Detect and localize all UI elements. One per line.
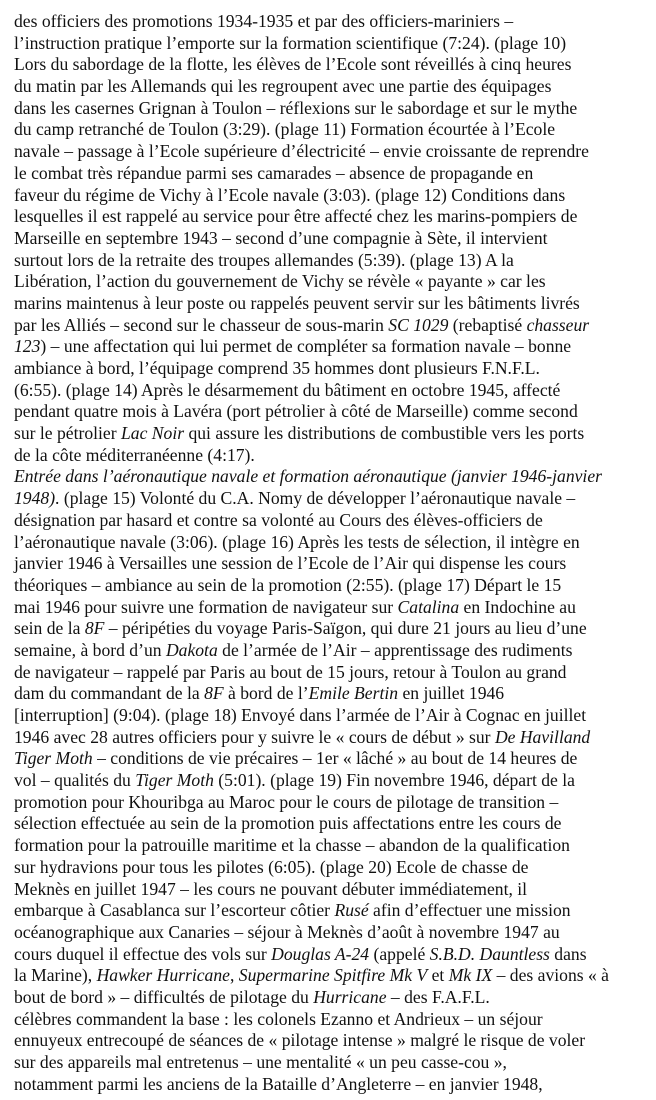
italic-text: Douglas A-24	[271, 943, 370, 964]
text-segment: dans	[549, 943, 587, 964]
text-line	[14, 11, 654, 33]
text-line	[14, 76, 654, 98]
text-line	[14, 857, 654, 879]
text-segment: – des F.A.F.L.	[386, 986, 490, 1007]
text-segment: surtout lors de la retraite des troupes allemandes (5:39). (plage 13) A la	[14, 249, 514, 270]
italic-text: Supermarine Spitfire Mk V	[238, 965, 428, 986]
text-segment: (5:01). (plage 19) Fin novembre 1946, départ de la	[213, 770, 575, 791]
text-segment: célèbres commandent la base : les colonels Ezanno et Andrieux – un séjour	[14, 1008, 543, 1029]
text-segment: du matin par les Allemands qui les regroupent avec une partie des équipages	[14, 76, 552, 97]
text-line	[14, 98, 654, 120]
italic-text: De Havilland	[494, 726, 591, 747]
text-line	[14, 1052, 654, 1074]
text-segment: à bord de l’	[223, 683, 309, 704]
text-segment: . (plage 15) Volonté du C.A. Nomy de développer l’aéronautique navale –	[55, 488, 576, 509]
text-line	[14, 228, 654, 250]
text-line	[14, 553, 654, 575]
text-segment: des officiers des promotions 1934-1935 et par des officiers-mariniers –	[14, 11, 514, 31]
text-segment: – péripéties du voyage Paris-Saïgon, qui dure 21 jours au lieu d’une	[104, 618, 587, 639]
text-segment: (appelé	[369, 943, 430, 964]
text-line	[14, 597, 654, 619]
italic-text: 8F	[204, 683, 224, 704]
text-segment: qui assure les distributions de combustible vers les ports	[184, 423, 585, 444]
text-line	[14, 618, 654, 640]
text-line	[14, 380, 654, 402]
text-line	[14, 510, 654, 532]
text-segment: – des avions « à	[492, 965, 609, 986]
text-segment: semaine, à bord d’un	[14, 639, 166, 660]
text-segment: pendant quatre mois à Lavéra (port pétrolier à côté de Marseille) comme second	[14, 401, 578, 422]
text-segment: et	[427, 965, 449, 986]
italic-text: Entrée dans l’aéronautique navale et formation aéronautique (janvier 1946-janvier	[14, 466, 602, 487]
italic-text: Dakota	[165, 639, 218, 660]
text-segment: sein de la	[14, 618, 85, 639]
text-line	[14, 770, 654, 792]
text-segment: dans les casernes Grignan à Toulon – réflexions sur le sabordage et sur le mythe	[14, 97, 578, 118]
text-segment: formation pour la patrouille maritime et la chasse – abandon de la qualification	[14, 835, 570, 856]
text-line	[14, 835, 654, 857]
italic-text: Mk IX	[448, 965, 493, 986]
text-segment: désignation par hasard et contre sa volonté au Cours des élèves-officiers de	[14, 509, 543, 530]
text-line	[14, 640, 654, 662]
text-segment: bout de bord » – difficultés de pilotage du	[14, 986, 314, 1007]
text-line	[14, 206, 654, 228]
text-segment: notamment parmi les anciens de la Bataille d’Angleterre – en janvier 1948,	[14, 1073, 543, 1094]
text-segment: sélection effectuée au sein de la promotion puis affectations entre les cours de	[14, 813, 562, 834]
text-line	[14, 271, 654, 293]
text-line	[14, 163, 654, 185]
text-segment: l’aéronautique navale (3:06). (plage 16) Après les tests de sélection, il intègre en	[14, 531, 580, 552]
italic-text: Rusé	[334, 900, 369, 921]
text-segment: le combat très répandue parmi ses camarades – absence de propagande en	[14, 162, 534, 183]
text-line	[14, 488, 654, 510]
text-line	[14, 401, 654, 423]
italic-text: 123	[14, 336, 41, 357]
text-segment: navale – passage à l’Ecole supérieure d’électricité – envie croissante de reprendre	[14, 141, 589, 162]
text-line	[14, 250, 654, 272]
text-line	[14, 293, 654, 315]
text-line	[14, 922, 654, 944]
text-segment: de navigateur – rappelé par Paris au bout de 15 jours, retour à Toulon au grand	[14, 661, 567, 682]
text-segment: Meknès en juillet 1947 – les cours ne pouvant débuter immédiatement, il	[14, 878, 528, 899]
text-segment: ennuyeux entrecoupé de séances de « pilotage intense » malgré le risque de voler	[14, 1030, 586, 1051]
text-segment: Marseille en septembre 1943 – second d’une compagnie à Sète, il intervient	[14, 227, 548, 248]
text-line	[14, 1009, 654, 1031]
text-line	[14, 54, 654, 76]
text-line	[14, 662, 654, 684]
text-line	[14, 705, 654, 727]
italic-text: 8F	[84, 618, 105, 639]
text-line	[14, 532, 654, 554]
text-segment: promotion pour Khouribga au Maroc pour le cours de pilotage de transition –	[14, 791, 559, 812]
text-segment: Lors du sabordage de la flotte, les élèves de l’Ecole sont réveillés à cinq heures	[14, 54, 572, 75]
text-line	[14, 33, 654, 55]
italic-text: Lac Noir	[121, 423, 185, 444]
text-segment: afin d’effectuer une mission	[368, 900, 571, 921]
text-segment: lesquelles il est rappelé au service pour être affecté chez les marins-pompiers de	[14, 206, 578, 227]
text-segment: Libération, l’action du gouvernement de Vichy se révèle « payante » car les	[14, 271, 546, 292]
text-segment: 1946 avec 28 autres officiers pour y suivre le « cours de début » sur	[14, 726, 495, 747]
text-segment: la Marine),	[14, 965, 97, 986]
text-line	[14, 141, 654, 163]
text-segment: sur le pétrolier	[14, 423, 121, 444]
text-line	[14, 944, 654, 966]
italic-text: Catalina	[397, 596, 460, 617]
text-line	[14, 119, 654, 141]
text-segment: ) – une affectation qui lui permet de compléter sa formation navale – bonne	[40, 336, 572, 357]
text-line	[14, 965, 654, 987]
text-line	[14, 445, 654, 467]
text-segment: l’instruction pratique l’emporte sur la formation scientifique (7:24). (plage 10)	[14, 32, 567, 53]
text-line	[14, 575, 654, 597]
text-line	[14, 727, 654, 749]
text-segment: (6:55). (plage 14) Après le désarmement du bâtiment en octobre 1945, affecté	[14, 379, 561, 400]
text-segment: ambiance à bord, l’équipage comprend 35 hommes dont plusieurs F.N.F.L.	[14, 358, 540, 378]
text-segment: de la côte méditerranéenne (4:17).	[14, 444, 255, 465]
text-line	[14, 683, 654, 705]
italic-text: Hawker Hurricane	[96, 965, 230, 986]
text-segment: embarque à Casablanca sur l’escorteur côtier	[14, 900, 335, 921]
italic-text: Emile Bertin	[308, 683, 399, 704]
text-line	[14, 315, 654, 337]
text-line	[14, 813, 654, 835]
text-line	[14, 987, 654, 1009]
text-segment: dam du commandant de la	[14, 683, 205, 704]
text-line	[14, 423, 654, 445]
italic-text: Tiger Moth	[135, 770, 214, 791]
text-line	[14, 748, 654, 770]
italic-text: 1948)	[14, 488, 56, 509]
text-segment: ,	[229, 965, 239, 986]
italic-text: Hurricane	[313, 986, 387, 1007]
text-segment: (rebaptisé	[448, 314, 527, 335]
text-segment: par les Alliés – second sur le chasseur de sous-marin	[14, 314, 389, 335]
text-segment: faveur du régime de Vichy à l’Ecole navale (3:03). (plage 12) Conditions dans	[14, 184, 566, 205]
text-segment: du camp retranché de Toulon (3:29). (plage 11) Formation écourtée à l’Ecole	[14, 119, 556, 140]
text-segment: janvier 1946 à Versailles une session de l’Ecole de l’Air qui dispense les cours	[14, 553, 567, 574]
text-line	[14, 185, 654, 207]
text-segment: [interruption] (9:04). (plage 18) Envoyé dans l’armée de l’Air à Cognac en juillet	[14, 705, 587, 725]
text-segment: océanographique aux Canaries – séjour à Meknès d’août à novembre 1947 au	[14, 921, 560, 942]
text-segment: vol – qualités du	[14, 770, 136, 791]
italic-text: Tiger Moth	[14, 748, 93, 769]
text-segment: de l’armée de l’Air – apprentissage des rudiments	[217, 639, 573, 660]
text-line	[14, 1074, 654, 1096]
text-segment: sur des appareils mal entretenus – une mentalité « un peu casse-cou »,	[14, 1052, 507, 1072]
text-segment: – conditions de vie précaires – 1er « lâché » au bout de 14 heures de	[92, 748, 578, 769]
text-segment: théoriques – ambiance au sein de la promotion (2:55). (plage 17) Départ le 15	[14, 574, 562, 595]
text-line	[14, 466, 654, 488]
text-segment: cours duquel il effectue des vols sur	[14, 943, 272, 964]
italic-text: S.B.D. Dauntless	[429, 943, 550, 964]
italic-text: SC 1029	[388, 314, 449, 335]
text-segment: sur hydravions pour tous les pilotes (6:05). (plage 20) Ecole de chasse de	[14, 856, 529, 877]
italic-text: chasseur	[526, 314, 590, 335]
text-line	[14, 792, 654, 814]
text-line	[14, 879, 654, 901]
text-segment: en Indochine au	[459, 596, 576, 617]
text-segment: marins maintenus à leur poste ou rappelés peuvent servir sur les bâtiments livrés	[14, 292, 580, 313]
document-page	[14, 11, 654, 1095]
text-segment: en juillet 1946	[398, 683, 505, 704]
text-line	[14, 358, 654, 380]
text-line	[14, 900, 654, 922]
text-line	[14, 1030, 654, 1052]
text-segment: mai 1946 pour suivre une formation de navigateur sur	[14, 596, 398, 617]
text-line	[14, 336, 654, 358]
